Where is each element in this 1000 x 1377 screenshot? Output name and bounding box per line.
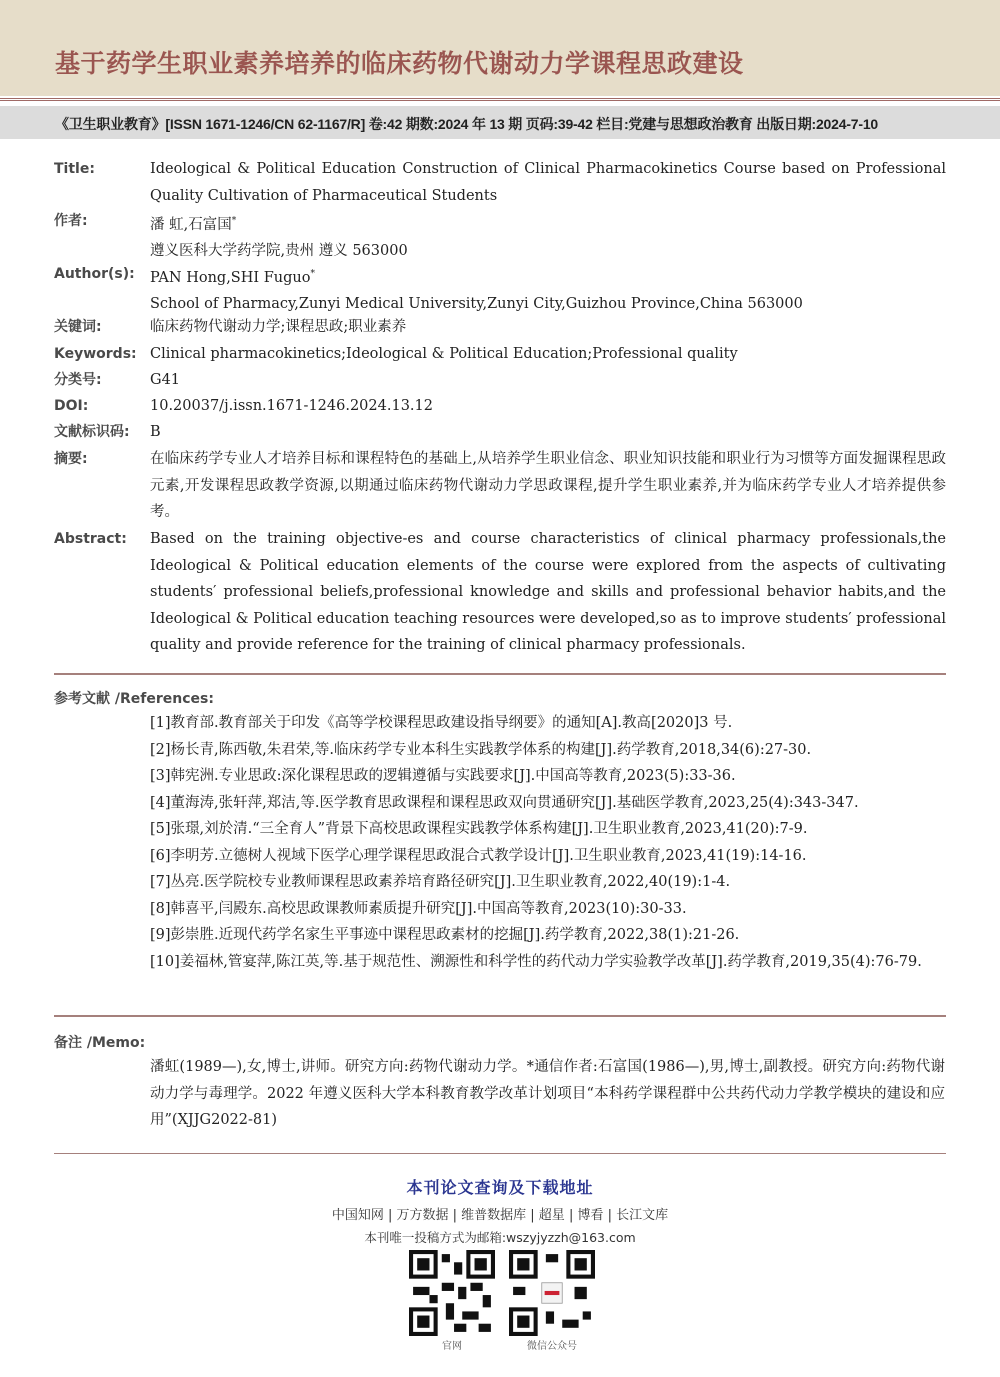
journal-meta-bar: 《卫生职业教育》[ISSN 1671-1246/CN 62-1167/R] 卷:42 期数:2024 年 13 期 页码:39-42 栏目:党建与思想政治教育 出版日期:2024-7-10: [0, 106, 1000, 139]
corresponding-mark: *: [231, 216, 237, 226]
divider: [54, 673, 946, 675]
qr-caption: 微信公众号: [527, 1341, 577, 1352]
authors-cn: 潘 虹,石富国: [150, 216, 232, 233]
reference-item: [3]韩宪洲.专业思政:深化课程思政的逻辑遵循与实践要求[J].中国高等教育,2023(5):33-36.: [150, 768, 736, 784]
title-row: [54, 156, 946, 209]
title-en: Ideological & Political Education Construction of Clinical Pharmacokinetics Course based on Professional Quality Cultivation of Pharmaceutical Students: [150, 161, 946, 204]
label: 分类号:: [54, 372, 102, 388]
divider: [54, 1015, 946, 1017]
database-links[interactable]: 中国知网 | 万方数据 | 维普数据库 | 超星 | 博看 | 长江文库: [331, 1208, 669, 1223]
doc-code: B: [150, 424, 161, 440]
references-list: [150, 710, 940, 975]
reference-item: [4]董海涛,张轩萍,郑洁,等.医学教育思政课程和课程思政双向贯通研究[J].基础医学教育,2023,25(4):343-347.: [150, 794, 859, 811]
label: DOI:: [54, 398, 89, 414]
abstract-en: Based on the training objective-es and course characteristics of clinical pharmacy professionals,the Ideological & Political education elements of the course were explored from the aspects of cultivating students′ professional beliefs,professional knowledge and skills and professional behavior habits,and the Ideological & Political education teaching resources were developed,so as to improve students′ professional quality and provide reference for the training of clinical pharmacy professionals.: [150, 531, 946, 653]
doi[interactable]: 10.20037/j.issn.1671-1246.2024.13.12: [150, 398, 433, 414]
label: 文献标识码:: [54, 424, 130, 440]
reference-item: [5]张璟,刘於清.“三全育人”背景下高校思政课程实践教学体系构建[J].卫生职业教育,2023,41(20):7-9.: [150, 821, 808, 837]
affiliation-cn: 遵义医科大学药学院,贵州 遵义 563000: [150, 243, 408, 260]
doc-code-row: [54, 419, 946, 446]
label: Author(s):: [54, 266, 135, 282]
label: 关键词:: [54, 319, 102, 335]
reference-item: [8]韩喜平,闫殿东.高校思政课教师素质提升研究[J].中国高等教育,2023(10):30-33.: [150, 900, 687, 917]
divider: [54, 1153, 946, 1154]
author-en-row: [54, 261, 946, 318]
label: 摘要:: [54, 451, 88, 467]
title-banner: [0, 0, 1000, 96]
submission-email[interactable]: 本刊唯一投稿方式为邮箱:wszyjyzzh@163.com: [364, 1230, 636, 1245]
abstract-cn: 在临床药学专业人才培养目标和课程特色的基础上,从培养学生职业信念、职业知识技能和职业行为习惯等方面发掘课程思政元素,开发课程思政教学资源,以期通过临床药物代谢动力学思政课程,提升学生职业素养,并为临床药学专业人才培养提供参考。: [150, 451, 946, 520]
class-row: [54, 367, 946, 394]
author-cn-row: [54, 208, 946, 265]
qr-code-wechat[interactable]: [509, 1250, 595, 1336]
label: Abstract:: [54, 531, 127, 547]
keywords-cn-row: [54, 314, 946, 341]
footer: [0, 1175, 1000, 1246]
class-number: G41: [150, 372, 181, 388]
authors-en: PAN Hong,SHI Fuguo: [150, 269, 311, 286]
abstract-en-row: [54, 526, 946, 659]
label: 作者:: [54, 213, 88, 229]
keywords-en-row: [54, 341, 946, 368]
keywords-cn: 临床药物代谢动力学;课程思政;职业素养: [150, 319, 407, 335]
footer-title: 本刊论文查询及下载地址: [406, 1178, 594, 1197]
qr-caption: 官网: [442, 1341, 462, 1352]
keywords-en: Clinical pharmacokinetics;Ideological & Political Education;Professional quality: [150, 346, 738, 362]
corresponding-mark: *: [310, 269, 315, 279]
label: Keywords:: [54, 346, 137, 362]
abstract-cn-row: [54, 446, 946, 526]
label: Title:: [54, 161, 95, 177]
divider: [0, 98, 1000, 101]
qr-code-website[interactable]: [409, 1250, 495, 1336]
memo-text: 潘虹(1989—),女,博士,讲师。研究方向:药物代谢动力学。*通信作者:石富国(1986—),男,博士,副教授。研究方向:药物代谢动力学与毒理学。2022 年遵义医科大学本科教育教学改革计划项目“本科药学课程群中公共药代动力学教学模块的建设和应用”(XJJG2022-81): [150, 1059, 945, 1128]
reference-item: [9]彭崇胜.近现代药学名家生平事迹中课程思政素材的挖掘[J].药学教育,2022,38(1):21-26.: [150, 927, 740, 943]
affiliation-en: School of Pharmacy,Zunyi Medical University,Zunyi City,Guizhou Province,China 563000: [150, 296, 803, 313]
reference-item: [10]姜福林,管宴萍,陈江英,等.基于规范性、溯源性和科学性的药代动力学实验教学改革[J].药学教育,2019,35(4):76-79.: [150, 953, 922, 970]
memo-heading: 备注 /Memo:: [54, 1035, 146, 1051]
doi-row: [54, 393, 946, 420]
article-title: 基于药学生职业素养培养的临床药物代谢动力学课程思政建设: [55, 49, 744, 78]
references-heading: 参考文献 /References:: [54, 691, 214, 707]
reference-item: [1]教育部.教育部关于印发《高等学校课程思政建设指导纲要》的通知[A].教高[2020]3 号.: [150, 715, 733, 731]
reference-item: [6]李明芳.立德树人视域下医学心理学课程思政混合式教学设计[J].卫生职业教育,2023,41(19):14-16.: [150, 847, 807, 864]
reference-item: [7]丛亮.医学院校专业教师课程思政素养培育路径研究[J].卫生职业教育,2022,40(19):1-4.: [150, 874, 731, 890]
reference-item: [2]杨长青,陈西敬,朱君荣,等.临床药学专业本科生实践教学体系的构建[J].药学教育,2018,34(6):27-30.: [150, 741, 812, 758]
